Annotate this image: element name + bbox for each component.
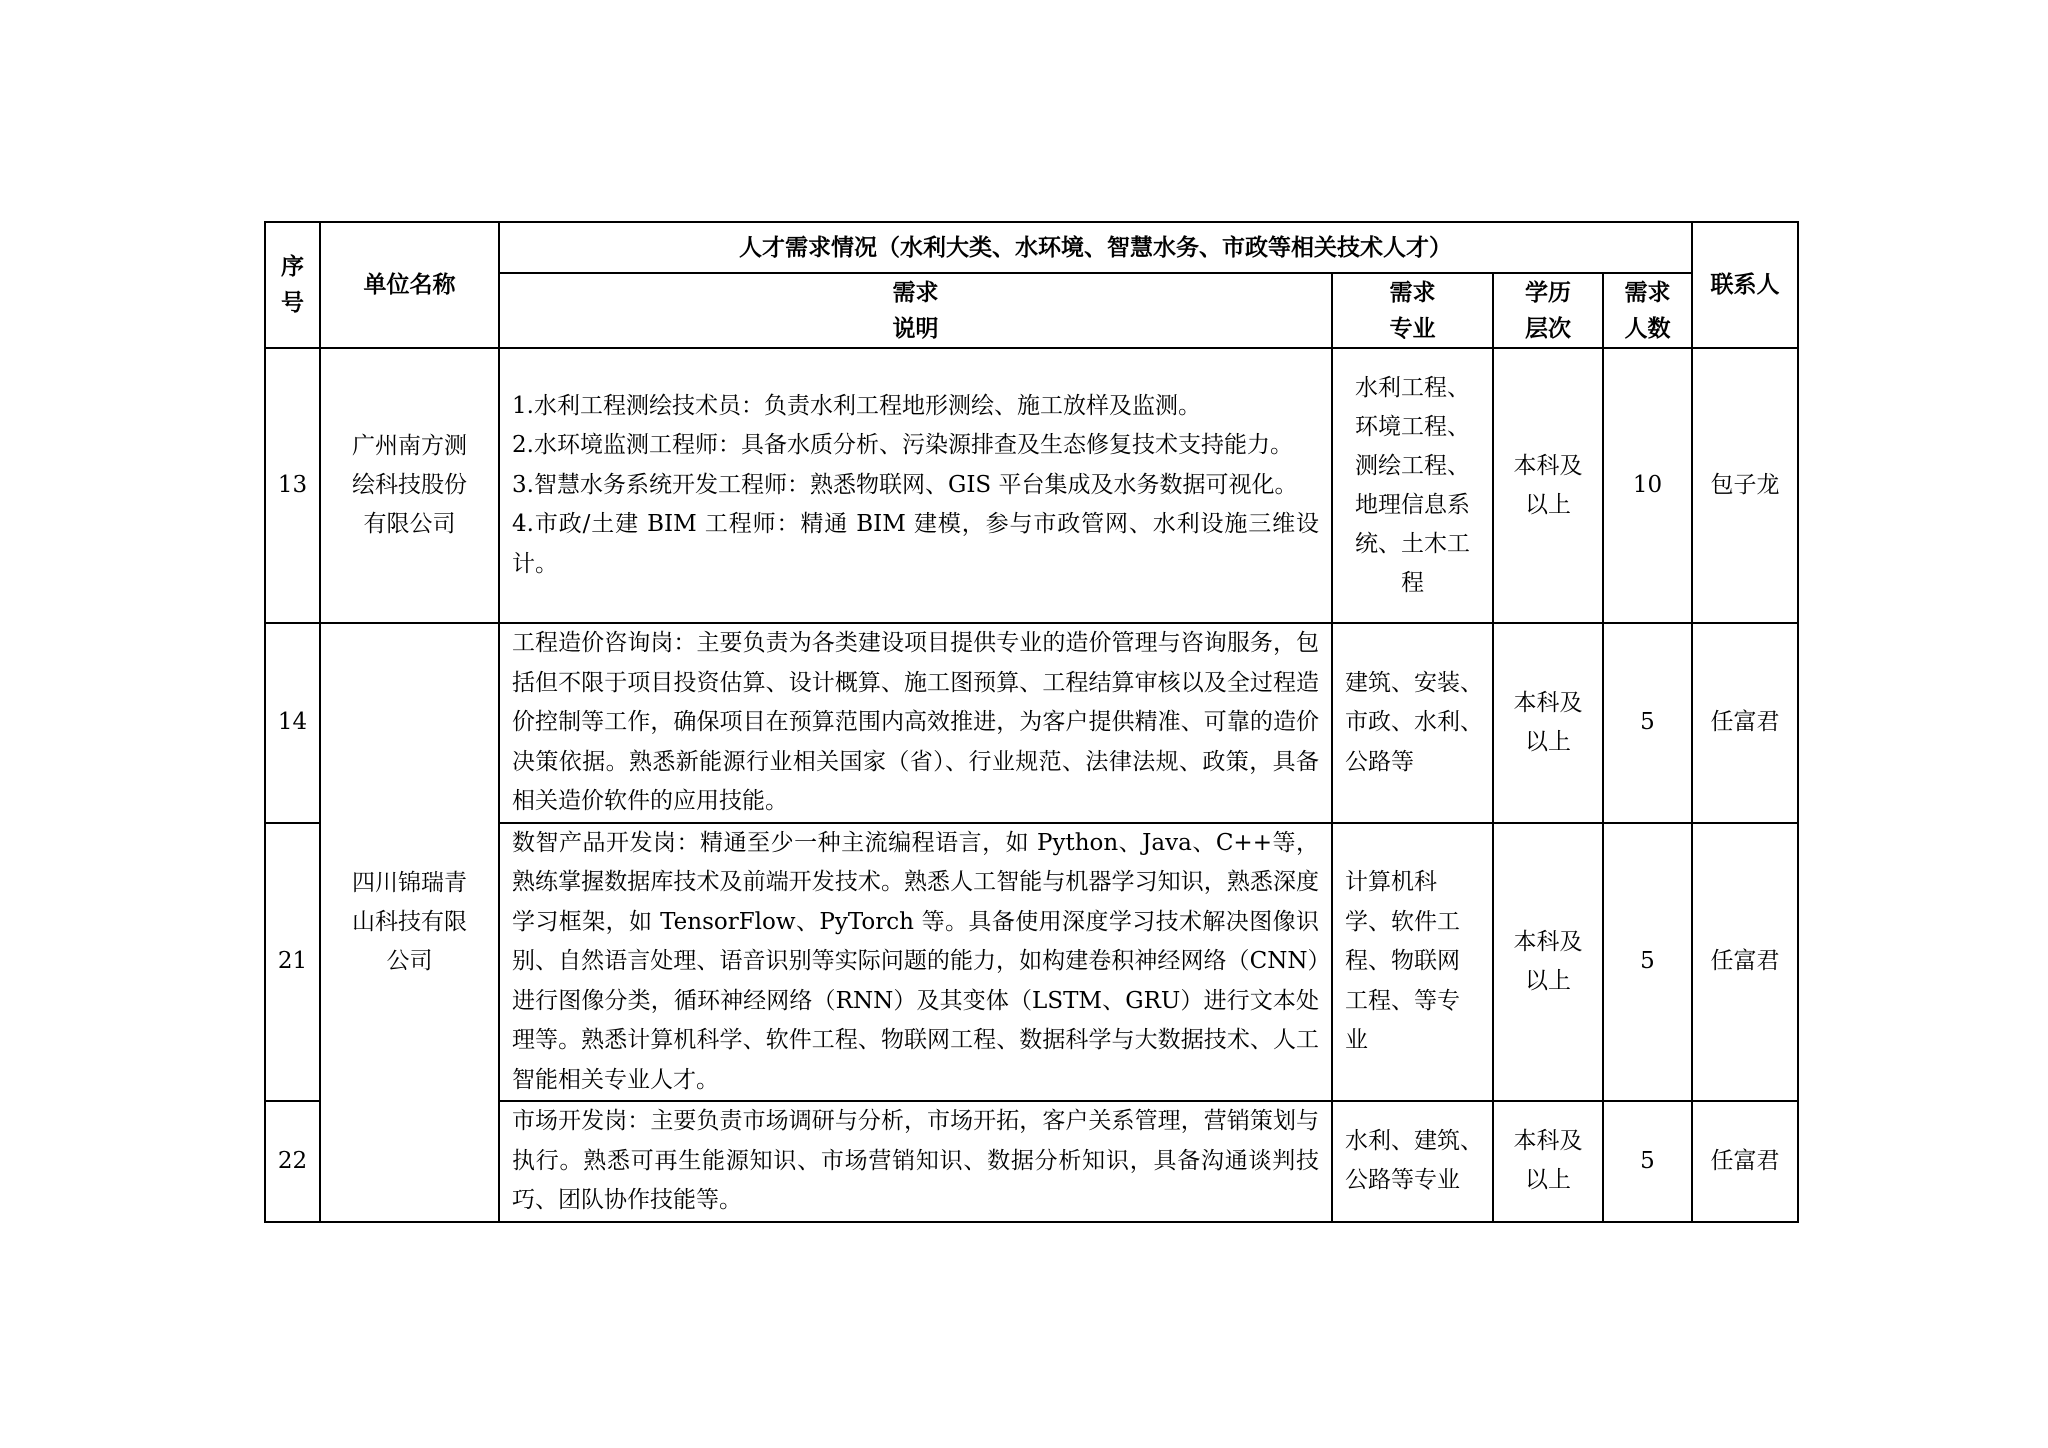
row-count: 5 <box>1603 623 1692 823</box>
row-desc: 市场开发岗：主要负责市场调研与分析，市场开拓，客户关系管理，营销策划与执行。熟悉可再生能源知识、市场营销知识、数据分析知识，具备沟通谈判技巧、团队协作技能等。 <box>499 1101 1332 1222</box>
row-unit-shared: 四川锦瑞青 山科技有限 公司 <box>320 623 499 1222</box>
row-major: 水利、建筑、 公路等专业 <box>1332 1101 1493 1222</box>
row-seq: 22 <box>265 1101 320 1222</box>
header-row-1 <box>265 222 1798 273</box>
row-contact: 任富君 <box>1692 823 1798 1102</box>
row-major: 水利工程、 环境工程、 测绘工程、 地理信息系 统、土木工 程 <box>1332 348 1493 623</box>
row-seq: 14 <box>265 623 320 823</box>
row-edu: 本科及 以上 <box>1493 823 1603 1102</box>
row-edu: 本科及 以上 <box>1493 623 1603 823</box>
row-desc: 工程造价咨询岗：主要负责为各类建设项目提供专业的造价管理与咨询服务，包括但不限于项目投资估算、设计概算、施工图预算、工程结算审核以及全过程造价控制等工作，确保项目在预算范围内高效推进，为客户提供精准、可靠的造价决策依据。熟悉新能源行业相关国家（省）、行业规范、法律法规、政策，具备相关造价软件的应用技能。 <box>499 623 1332 823</box>
header-count: 需求 人数 <box>1603 273 1692 348</box>
header-group-title: 人才需求情况（水利大类、水环境、智慧水务、市政等相关技术人才） <box>499 222 1692 273</box>
row-contact: 包子龙 <box>1692 348 1798 623</box>
row-major: 计算机科 学、软件工 程、物联网 工程、等专 业 <box>1332 823 1493 1102</box>
row-major: 建筑、安装、 市政、水利、 公路等 <box>1332 623 1493 823</box>
row-desc: 数智产品开发岗：精通至少一种主流编程语言，如 Python、Java、C++等，熟练掌握数据库技术及前端开发技术。熟悉人工智能与机器学习知识，熟悉深度学习框架，如 TensorFlow、PyTorch 等。具备使用深度学习技术解决图像识别、自然语言处理、语音识别等实际问题的能力，如构建卷积神经网络（CNN）进行图像分类，循环神经网络（RNN）及其变体（LSTM、GRU）进行文本处理等。熟悉计算机科学、软件工程、物联网工程、数据科学与大数据技术、人工智能相关专业人才。 <box>499 823 1332 1102</box>
table-row <box>265 348 1798 623</box>
row-contact: 任富君 <box>1692 623 1798 823</box>
table-row <box>265 623 1798 823</box>
header-edu: 学历 层次 <box>1493 273 1603 348</box>
row-count: 5 <box>1603 1101 1692 1222</box>
header-desc: 需求 说明 <box>499 273 1332 348</box>
row-desc: 1.水利工程测绘技术员：负责水利工程地形测绘、施工放样及监测。 2.水环境监测工程师：具备水质分析、污染源排查及生态修复技术支持能力。 3.智慧水务系统开发工程师：熟悉物联网、GIS 平台集成及水务数据可视化。 4.市政/土建 BIM 工程师：精通 BIM 建模，参与市政管网、水利设施三维设计。 <box>499 348 1332 623</box>
row-unit: 广州南方测 绘科技股份 有限公司 <box>320 348 499 623</box>
row-count: 5 <box>1603 823 1692 1102</box>
header-seq: 序 号 <box>265 222 320 348</box>
row-seq: 21 <box>265 823 320 1102</box>
row-edu: 本科及 以上 <box>1493 348 1603 623</box>
header-major: 需求 专业 <box>1332 273 1493 348</box>
talent-demand-table <box>264 221 1799 1223</box>
row-seq: 13 <box>265 348 320 623</box>
row-contact: 任富君 <box>1692 1101 1798 1222</box>
header-contact: 联系人 <box>1692 222 1798 348</box>
row-edu: 本科及 以上 <box>1493 1101 1603 1222</box>
header-unit: 单位名称 <box>320 222 499 348</box>
row-count: 10 <box>1603 348 1692 623</box>
